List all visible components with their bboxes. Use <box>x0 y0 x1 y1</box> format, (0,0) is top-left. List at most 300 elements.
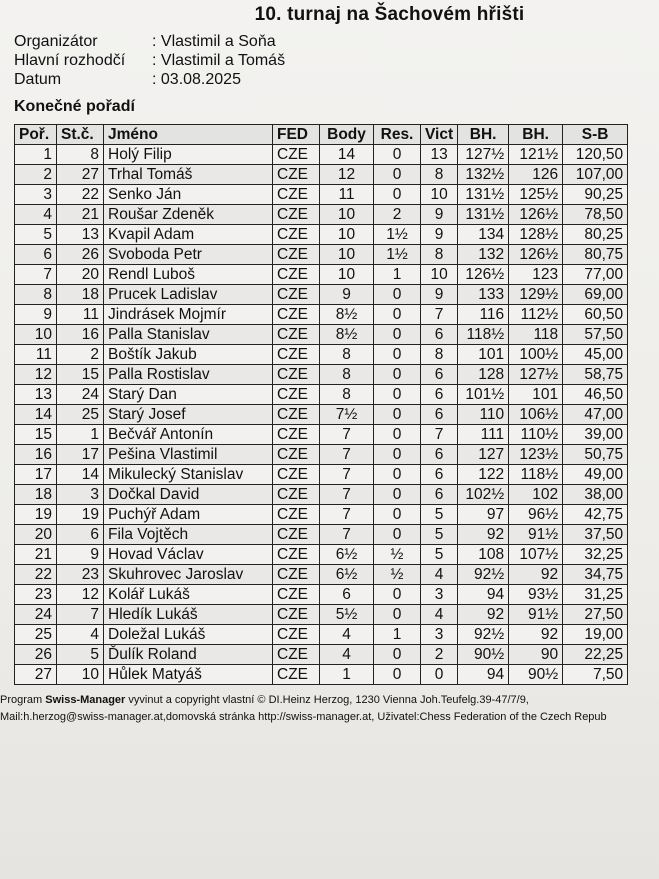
cell-points: 11 <box>320 185 374 205</box>
cell-rank: 23 <box>15 585 57 605</box>
cell-fed: CZE <box>273 345 320 365</box>
cell-res: 0 <box>374 505 421 525</box>
cell-vict: 8 <box>421 165 458 185</box>
table-body <box>15 145 628 685</box>
cell-rank: 22 <box>15 565 57 585</box>
cell-fed: CZE <box>273 145 320 165</box>
cell-vict: 8 <box>421 245 458 265</box>
cell-points: 7 <box>320 465 374 485</box>
cell-sb: 39,00 <box>563 425 628 445</box>
table-header-row <box>15 125 628 145</box>
cell-bh1: 111 <box>458 425 509 445</box>
cell-vict: 9 <box>421 225 458 245</box>
cell-name: Starý Josef <box>104 405 273 425</box>
cell-name: Kolář Lukáš <box>104 585 273 605</box>
cell-points: 7½ <box>320 405 374 425</box>
table-row <box>15 285 628 305</box>
cell-start-no: 9 <box>57 545 104 565</box>
cell-fed: CZE <box>273 645 320 665</box>
table-row <box>15 625 628 645</box>
cell-start-no: 2 <box>57 345 104 365</box>
cell-name: Svoboda Petr <box>104 245 273 265</box>
cell-bh1: 126½ <box>458 265 509 285</box>
cell-start-no: 27 <box>57 165 104 185</box>
cell-fed: CZE <box>273 465 320 485</box>
cell-bh1: 110 <box>458 405 509 425</box>
cell-name: Boštík Jakub <box>104 345 273 365</box>
cell-res: 0 <box>374 165 421 185</box>
cell-bh1: 118½ <box>458 325 509 345</box>
cell-sb: 80,25 <box>563 225 628 245</box>
cell-name: Jindrásek Mojmír <box>104 305 273 325</box>
cell-bh1: 94 <box>458 585 509 605</box>
cell-points: 8 <box>320 385 374 405</box>
cell-bh1: 94 <box>458 665 509 685</box>
cell-sb: 34,75 <box>563 565 628 585</box>
cell-points: 8½ <box>320 305 374 325</box>
cell-bh2: 121½ <box>509 145 563 165</box>
cell-bh2: 128½ <box>509 225 563 245</box>
cell-points: 7 <box>320 425 374 445</box>
cell-sb: 19,00 <box>563 625 628 645</box>
cell-fed: CZE <box>273 525 320 545</box>
cell-rank: 24 <box>15 605 57 625</box>
cell-fed: CZE <box>273 445 320 465</box>
cell-bh1: 101½ <box>458 385 509 405</box>
col-header-fed: FED <box>273 125 320 145</box>
cell-sb: 107,00 <box>563 165 628 185</box>
cell-rank: 15 <box>15 425 57 445</box>
cell-sb: 22,25 <box>563 645 628 665</box>
cell-bh2: 123½ <box>509 445 563 465</box>
table-row <box>15 585 628 605</box>
cell-fed: CZE <box>273 265 320 285</box>
cell-name: Mikulecký Stanislav <box>104 465 273 485</box>
cell-bh2: 118 <box>509 325 563 345</box>
cell-rank: 25 <box>15 625 57 645</box>
cell-bh1: 92½ <box>458 565 509 585</box>
cell-name: Puchýř Adam <box>104 505 273 525</box>
col-header-name: Jméno <box>104 125 273 145</box>
cell-sb: 37,50 <box>563 525 628 545</box>
cell-vict: 10 <box>421 265 458 285</box>
cell-name: Palla Stanislav <box>104 325 273 345</box>
cell-bh1: 102½ <box>458 485 509 505</box>
table-row <box>15 145 628 165</box>
cell-rank: 2 <box>15 165 57 185</box>
cell-points: 1 <box>320 665 374 685</box>
cell-rank: 8 <box>15 285 57 305</box>
cell-res: 0 <box>374 145 421 165</box>
cell-fed: CZE <box>273 205 320 225</box>
cell-start-no: 21 <box>57 205 104 225</box>
cell-res: 0 <box>374 645 421 665</box>
cell-start-no: 5 <box>57 645 104 665</box>
cell-bh2: 91½ <box>509 525 563 545</box>
cell-bh2: 123 <box>509 265 563 285</box>
cell-start-no: 13 <box>57 225 104 245</box>
cell-res: 2 <box>374 205 421 225</box>
cell-sb: 46,50 <box>563 385 628 405</box>
cell-bh2: 126 <box>509 165 563 185</box>
cell-vict: 5 <box>421 505 458 525</box>
cell-sb: 31,25 <box>563 585 628 605</box>
table-row <box>15 245 628 265</box>
cell-name: Dočkal David <box>104 485 273 505</box>
cell-start-no: 11 <box>57 305 104 325</box>
cell-points: 10 <box>320 205 374 225</box>
cell-res: 0 <box>374 465 421 485</box>
cell-bh1: 131½ <box>458 185 509 205</box>
table-row <box>15 405 628 425</box>
cell-bh1: 92½ <box>458 625 509 645</box>
cell-sb: 50,75 <box>563 445 628 465</box>
cell-name: Prucek Ladislav <box>104 285 273 305</box>
cell-sb: 49,00 <box>563 465 628 485</box>
col-header-points: Body <box>320 125 374 145</box>
cell-sb: 120,50 <box>563 145 628 165</box>
col-header-bh1: BH. <box>458 125 509 145</box>
meta-value: : 03.08.2025 <box>152 71 241 88</box>
table-row <box>15 565 628 585</box>
table-row <box>15 305 628 325</box>
cell-sb: 38,00 <box>563 485 628 505</box>
cell-bh1: 131½ <box>458 205 509 225</box>
cell-name: Starý Dan <box>104 385 273 405</box>
cell-fed: CZE <box>273 565 320 585</box>
col-header-start-no: St.č. <box>57 125 104 145</box>
cell-sb: 7,50 <box>563 665 628 685</box>
cell-sb: 90,25 <box>563 185 628 205</box>
cell-fed: CZE <box>273 625 320 645</box>
cell-vict: 3 <box>421 625 458 645</box>
footer-credits <box>0 692 659 726</box>
cell-fed: CZE <box>273 405 320 425</box>
cell-name: Trhal Tomáš <box>104 165 273 185</box>
cell-rank: 6 <box>15 245 57 265</box>
cell-bh1: 127 <box>458 445 509 465</box>
col-header-rank: Poř. <box>15 125 57 145</box>
cell-rank: 1 <box>15 145 57 165</box>
cell-res: 1½ <box>374 225 421 245</box>
cell-fed: CZE <box>273 285 320 305</box>
cell-bh2: 90 <box>509 645 563 665</box>
cell-res: 0 <box>374 305 421 325</box>
cell-name: Palla Rostislav <box>104 365 273 385</box>
cell-fed: CZE <box>273 365 320 385</box>
cell-res: 0 <box>374 445 421 465</box>
cell-start-no: 20 <box>57 265 104 285</box>
final-standings-table <box>14 124 628 685</box>
cell-res: 0 <box>374 185 421 205</box>
cell-start-no: 16 <box>57 325 104 345</box>
table-row <box>15 605 628 625</box>
cell-vict: 5 <box>421 525 458 545</box>
cell-points: 7 <box>320 485 374 505</box>
cell-points: 7 <box>320 525 374 545</box>
cell-fed: CZE <box>273 585 320 605</box>
cell-vict: 9 <box>421 205 458 225</box>
cell-bh1: 92 <box>458 525 509 545</box>
cell-sb: 80,75 <box>563 245 628 265</box>
cell-rank: 20 <box>15 525 57 545</box>
footer-line-1: Program Swiss-Manager vyvinut a copyright vlastní © DI.Heinz Herzog, 1230 Vienna Joh.Teufelg.39-47/7/9, <box>0 694 529 706</box>
cell-res: 0 <box>374 405 421 425</box>
cell-res: 0 <box>374 425 421 445</box>
cell-bh1: 132 <box>458 245 509 265</box>
cell-start-no: 17 <box>57 445 104 465</box>
cell-points: 8 <box>320 345 374 365</box>
cell-fed: CZE <box>273 545 320 565</box>
cell-sb: 78,50 <box>563 205 628 225</box>
cell-vict: 8 <box>421 345 458 365</box>
cell-name: Ďulík Roland <box>104 645 273 665</box>
cell-points: 10 <box>320 245 374 265</box>
cell-start-no: 10 <box>57 665 104 685</box>
cell-points: 6 <box>320 585 374 605</box>
cell-res: 0 <box>374 525 421 545</box>
cell-start-no: 6 <box>57 525 104 545</box>
table-row <box>15 365 628 385</box>
cell-start-no: 15 <box>57 365 104 385</box>
cell-rank: 9 <box>15 305 57 325</box>
cell-name: Fila Vojtěch <box>104 525 273 545</box>
cell-name: Hledík Lukáš <box>104 605 273 625</box>
cell-fed: CZE <box>273 665 320 685</box>
meta-value: : Vlastimil a Tomáš <box>152 52 286 69</box>
cell-bh2: 118½ <box>509 465 563 485</box>
cell-start-no: 3 <box>57 485 104 505</box>
cell-name: Rendl Luboš <box>104 265 273 285</box>
cell-bh1: 132½ <box>458 165 509 185</box>
cell-bh1: 92 <box>458 605 509 625</box>
cell-fed: CZE <box>273 505 320 525</box>
cell-vict: 7 <box>421 425 458 445</box>
cell-fed: CZE <box>273 185 320 205</box>
cell-bh2: 107½ <box>509 545 563 565</box>
cell-bh1: 97 <box>458 505 509 525</box>
cell-bh2: 101 <box>509 385 563 405</box>
cell-points: 12 <box>320 165 374 185</box>
cell-points: 10 <box>320 225 374 245</box>
cell-vict: 4 <box>421 605 458 625</box>
cell-name: Senko Ján <box>104 185 273 205</box>
cell-bh2: 92 <box>509 625 563 645</box>
cell-sb: 45,00 <box>563 345 628 365</box>
cell-res: 0 <box>374 485 421 505</box>
meta-label: Hlavní rozhodčí <box>14 52 126 69</box>
table-row <box>15 645 628 665</box>
cell-points: 7 <box>320 445 374 465</box>
table-row <box>15 185 628 205</box>
cell-bh2: 90½ <box>509 665 563 685</box>
cell-vict: 6 <box>421 485 458 505</box>
section-title: Konečné pořadí <box>14 98 135 115</box>
cell-bh1: 134 <box>458 225 509 245</box>
table-row <box>15 485 628 505</box>
cell-sb: 32,25 <box>563 545 628 565</box>
cell-points: 8 <box>320 365 374 385</box>
cell-vict: 13 <box>421 145 458 165</box>
cell-bh1: 108 <box>458 545 509 565</box>
cell-rank: 7 <box>15 265 57 285</box>
cell-points: 4 <box>320 645 374 665</box>
cell-name: Pešina Vlastimil <box>104 445 273 465</box>
cell-rank: 14 <box>15 405 57 425</box>
table-row <box>15 165 628 185</box>
table-row <box>15 545 628 565</box>
cell-start-no: 22 <box>57 185 104 205</box>
meta-label: Organizátor <box>14 33 98 50</box>
table-row <box>15 265 628 285</box>
cell-res: 1 <box>374 625 421 645</box>
meta-label: Datum <box>14 71 62 88</box>
cell-vict: 6 <box>421 325 458 345</box>
tournament-title: 10. turnaj na Šachovém hřišti <box>254 4 525 25</box>
cell-res: 0 <box>374 585 421 605</box>
cell-bh1: 133 <box>458 285 509 305</box>
table-row <box>15 385 628 405</box>
cell-rank: 17 <box>15 465 57 485</box>
cell-bh1: 122 <box>458 465 509 485</box>
cell-name: Hovad Václav <box>104 545 273 565</box>
cell-rank: 16 <box>15 445 57 465</box>
cell-vict: 6 <box>421 365 458 385</box>
cell-sb: 47,00 <box>563 405 628 425</box>
cell-points: 7 <box>320 505 374 525</box>
cell-vict: 2 <box>421 645 458 665</box>
col-header-sb: S-B <box>563 125 628 145</box>
cell-rank: 12 <box>15 365 57 385</box>
col-header-vict: Vict <box>421 125 458 145</box>
cell-fed: CZE <box>273 245 320 265</box>
cell-bh2: 127½ <box>509 365 563 385</box>
cell-start-no: 24 <box>57 385 104 405</box>
cell-bh2: 125½ <box>509 185 563 205</box>
table-row <box>15 665 628 685</box>
cell-bh2: 96½ <box>509 505 563 525</box>
cell-rank: 4 <box>15 205 57 225</box>
cell-vict: 5 <box>421 545 458 565</box>
cell-start-no: 7 <box>57 605 104 625</box>
cell-rank: 11 <box>15 345 57 365</box>
cell-bh2: 112½ <box>509 305 563 325</box>
cell-name: Doležal Lukáš <box>104 625 273 645</box>
cell-start-no: 23 <box>57 565 104 585</box>
cell-bh2: 110½ <box>509 425 563 445</box>
cell-bh2: 102 <box>509 485 563 505</box>
cell-fed: CZE <box>273 165 320 185</box>
cell-res: 0 <box>374 365 421 385</box>
cell-rank: 5 <box>15 225 57 245</box>
cell-fed: CZE <box>273 325 320 345</box>
cell-bh1: 127½ <box>458 145 509 165</box>
table-row <box>15 205 628 225</box>
cell-res: 1½ <box>374 245 421 265</box>
cell-res: 1 <box>374 265 421 285</box>
tournament-meta <box>14 32 285 89</box>
cell-start-no: 19 <box>57 505 104 525</box>
table-row <box>15 465 628 485</box>
cell-bh2: 100½ <box>509 345 563 365</box>
cell-name: Holý Filip <box>104 145 273 165</box>
cell-bh2: 126½ <box>509 205 563 225</box>
cell-name: Skuhrovec Jaroslav <box>104 565 273 585</box>
cell-bh1: 90½ <box>458 645 509 665</box>
cell-start-no: 26 <box>57 245 104 265</box>
cell-bh1: 116 <box>458 305 509 325</box>
cell-bh2: 106½ <box>509 405 563 425</box>
table-row <box>15 225 628 245</box>
meta-row-organizer <box>14 32 285 51</box>
cell-fed: CZE <box>273 605 320 625</box>
cell-start-no: 12 <box>57 585 104 605</box>
cell-points: 9 <box>320 285 374 305</box>
cell-points: 14 <box>320 145 374 165</box>
cell-rank: 26 <box>15 645 57 665</box>
table-row <box>15 325 628 345</box>
cell-res: 0 <box>374 385 421 405</box>
cell-bh2: 92 <box>509 565 563 585</box>
cell-vict: 10 <box>421 185 458 205</box>
cell-res: 0 <box>374 325 421 345</box>
table-row <box>15 445 628 465</box>
cell-sb: 57,50 <box>563 325 628 345</box>
cell-fed: CZE <box>273 385 320 405</box>
meta-row-chief-arbiter <box>14 51 285 70</box>
cell-rank: 21 <box>15 545 57 565</box>
table-row <box>15 525 628 545</box>
cell-rank: 27 <box>15 665 57 685</box>
cell-vict: 7 <box>421 305 458 325</box>
cell-start-no: 18 <box>57 285 104 305</box>
cell-bh2: 126½ <box>509 245 563 265</box>
cell-sb: 42,75 <box>563 505 628 525</box>
cell-start-no: 14 <box>57 465 104 485</box>
cell-bh2: 93½ <box>509 585 563 605</box>
cell-res: 0 <box>374 665 421 685</box>
cell-points: 6½ <box>320 565 374 585</box>
cell-res: 0 <box>374 285 421 305</box>
cell-points: 5½ <box>320 605 374 625</box>
cell-start-no: 25 <box>57 405 104 425</box>
cell-vict: 6 <box>421 445 458 465</box>
cell-fed: CZE <box>273 485 320 505</box>
cell-name: Roušar Zdeněk <box>104 205 273 225</box>
cell-res: ½ <box>374 565 421 585</box>
meta-value: : Vlastimil a Soňa <box>152 33 276 50</box>
cell-rank: 19 <box>15 505 57 525</box>
cell-vict: 3 <box>421 585 458 605</box>
cell-vict: 6 <box>421 465 458 485</box>
cell-vict: 6 <box>421 385 458 405</box>
col-header-bh2: BH. <box>509 125 563 145</box>
cell-vict: 9 <box>421 285 458 305</box>
cell-sb: 58,75 <box>563 365 628 385</box>
cell-name: Kvapil Adam <box>104 225 273 245</box>
cell-rank: 13 <box>15 385 57 405</box>
cell-start-no: 8 <box>57 145 104 165</box>
table-row <box>15 345 628 365</box>
cell-start-no: 1 <box>57 425 104 445</box>
cell-fed: CZE <box>273 305 320 325</box>
cell-rank: 3 <box>15 185 57 205</box>
table-row <box>15 425 628 445</box>
table-row <box>15 505 628 525</box>
meta-row-date <box>14 70 285 89</box>
cell-res: ½ <box>374 545 421 565</box>
cell-res: 0 <box>374 345 421 365</box>
